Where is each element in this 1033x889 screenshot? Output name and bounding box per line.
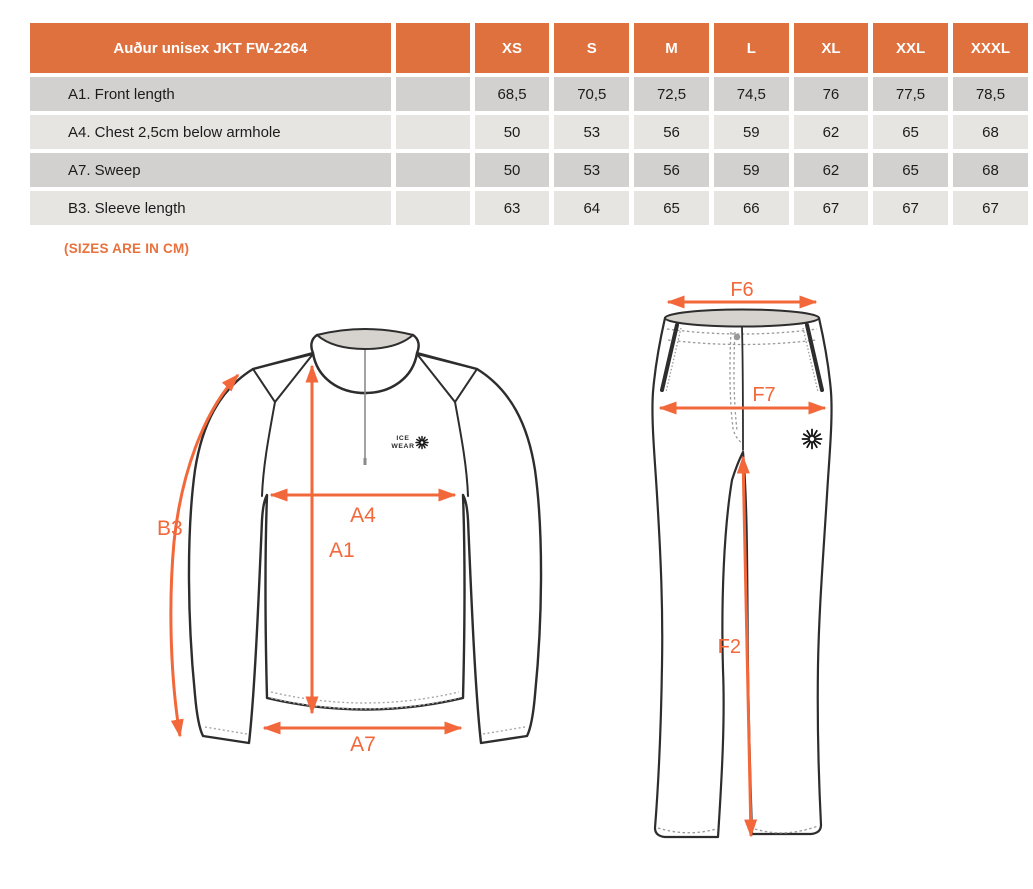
value-cell: 74,5 <box>714 77 789 111</box>
value-cell: 62 <box>794 115 868 149</box>
sizes-note: (SIZES ARE IN CM) <box>64 241 190 256</box>
table-row <box>30 77 1028 111</box>
size-header-cell: M <box>634 23 709 73</box>
size-header-cell: XXL <box>873 23 948 73</box>
spacer-cell <box>396 153 470 187</box>
value-cell: 68 <box>953 153 1028 187</box>
logo-text-line1: ICE <box>396 435 410 442</box>
size-chart-table <box>25 19 1033 229</box>
table-row <box>30 115 1028 149</box>
f2-label: F2 <box>717 636 741 658</box>
value-cell: 50 <box>475 115 550 149</box>
value-cell: 78,5 <box>953 77 1028 111</box>
table-row <box>30 153 1028 187</box>
size-header-cell: S <box>554 23 629 73</box>
value-cell: 63 <box>475 191 550 225</box>
jacket-diagram <box>145 290 575 770</box>
spacer-cell <box>396 191 470 225</box>
a1-label: A1 <box>329 539 355 562</box>
measurement-label: A7. Sweep <box>30 153 391 187</box>
size-header-cell: L <box>714 23 789 73</box>
value-cell: 67 <box>953 191 1028 225</box>
size-header-cell: XXXL <box>953 23 1028 73</box>
value-cell: 65 <box>873 153 948 187</box>
value-cell: 65 <box>634 191 709 225</box>
measurement-label: A4. Chest 2,5cm below armhole <box>30 115 391 149</box>
value-cell: 76 <box>794 77 868 111</box>
value-cell: 77,5 <box>873 77 948 111</box>
pants-diagram <box>615 280 875 880</box>
value-cell: 67 <box>873 191 948 225</box>
value-cell: 66 <box>714 191 789 225</box>
value-cell: 68,5 <box>475 77 550 111</box>
value-cell: 72,5 <box>634 77 709 111</box>
size-header-cell: XL <box>794 23 868 73</box>
value-cell: 64 <box>554 191 629 225</box>
value-cell: 70,5 <box>554 77 629 111</box>
a7-label: A7 <box>350 733 376 756</box>
spacer-cell <box>396 115 470 149</box>
value-cell: 68 <box>953 115 1028 149</box>
f6-label: F6 <box>730 280 754 301</box>
a4-label: A4 <box>350 504 376 527</box>
value-cell: 53 <box>554 153 629 187</box>
waist-button <box>734 334 740 340</box>
spacer-header-cell <box>396 23 470 73</box>
product-title-cell: Auður unisex JKT FW-2264 <box>30 23 391 73</box>
value-cell: 53 <box>554 115 629 149</box>
value-cell: 59 <box>714 115 789 149</box>
size-header-cell: XS <box>475 23 550 73</box>
value-cell: 62 <box>794 153 868 187</box>
size-header-row <box>30 23 1028 73</box>
value-cell: 65 <box>873 115 948 149</box>
value-cell: 56 <box>634 153 709 187</box>
measurement-label: B3. Sleeve length <box>30 191 391 225</box>
spacer-cell <box>396 77 470 111</box>
value-cell: 59 <box>714 153 789 187</box>
value-cell: 56 <box>634 115 709 149</box>
value-cell: 67 <box>794 191 868 225</box>
logo-text-line2: WEAR <box>391 443 415 450</box>
b3-label: B3 <box>157 517 183 540</box>
pants-waist-top <box>665 310 819 327</box>
measurement-label: A1. Front length <box>30 77 391 111</box>
value-cell: 50 <box>475 153 550 187</box>
table-row <box>30 191 1028 225</box>
center-front-seam <box>742 327 743 450</box>
f7-label: F7 <box>752 384 776 406</box>
